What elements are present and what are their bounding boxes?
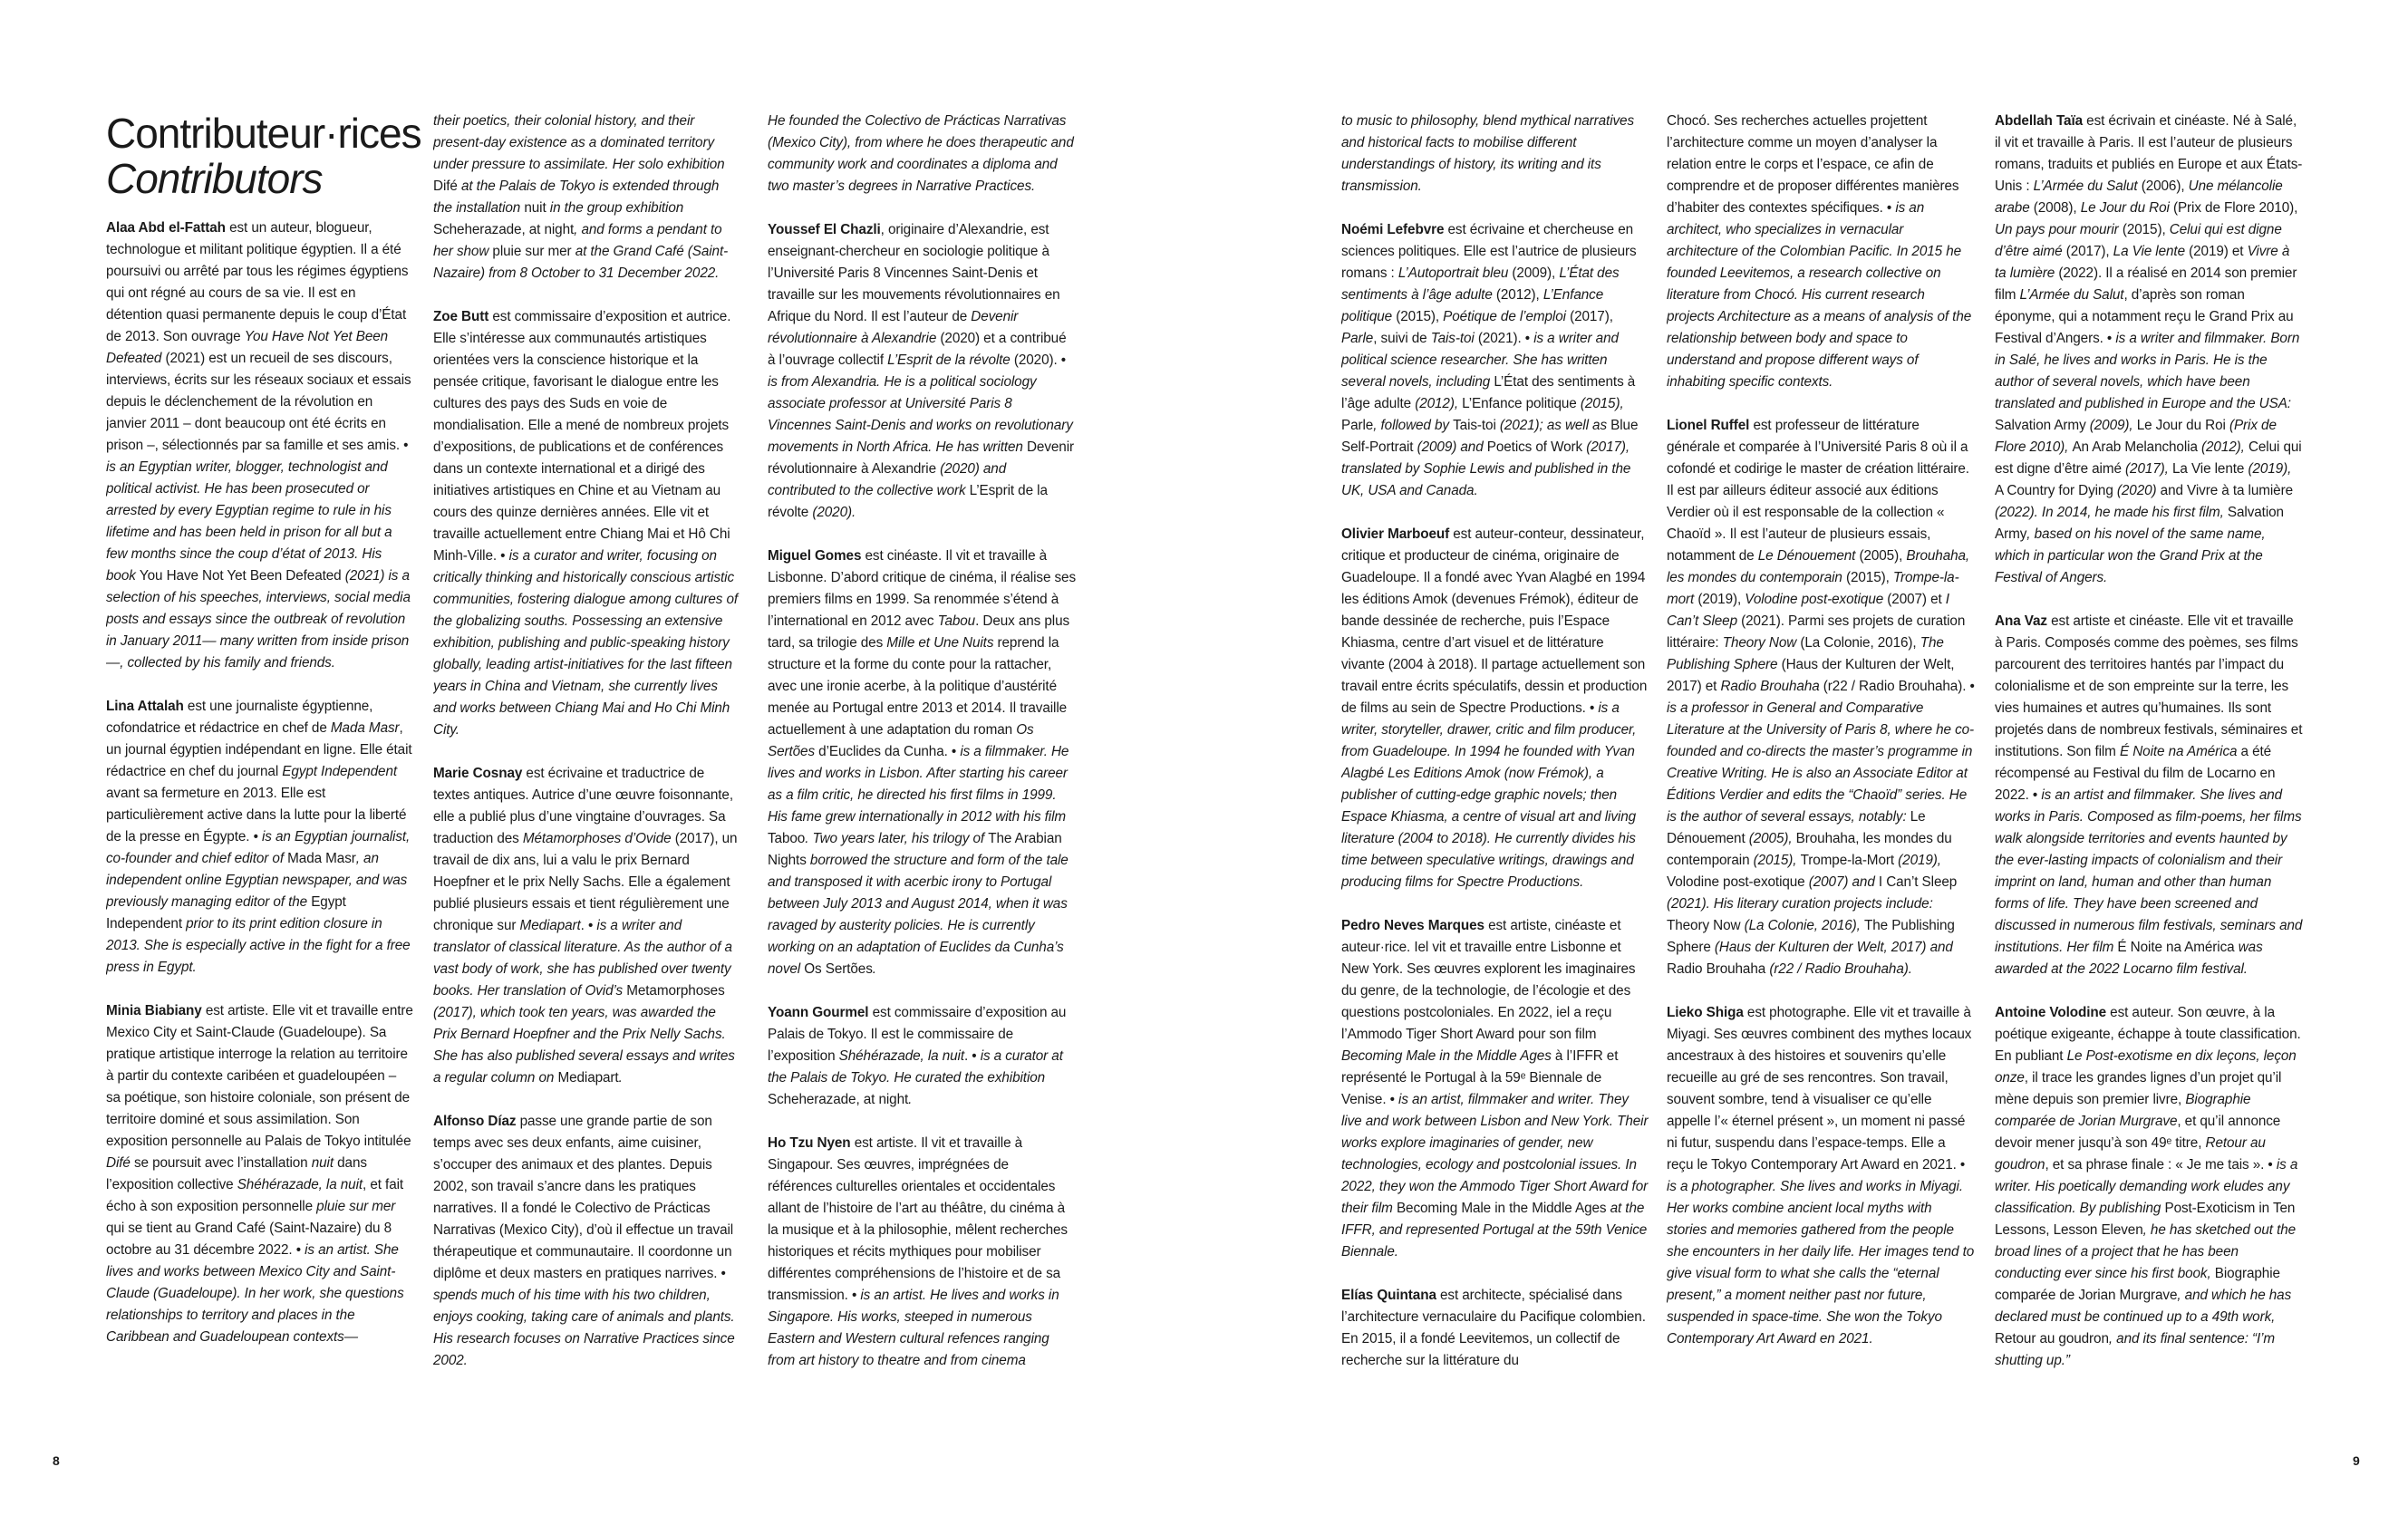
bio-text: Becoming Male in the Middle Ages	[1396, 1201, 1607, 1216]
bio-text: Taboo	[768, 831, 806, 846]
italic-text: I Can’t Sleep	[1667, 592, 1949, 629]
italic-text: pluie sur mer	[316, 1199, 396, 1214]
bio-text: se poursuit avec l’installation	[130, 1155, 312, 1171]
bio-text: L’Esprit de la révolte	[768, 483, 1048, 520]
italic-text: Theory Now	[1722, 635, 1797, 651]
italic-text: (2020).	[808, 505, 856, 520]
italic-text: L’Armée du Salut	[2019, 287, 2124, 303]
contributor-name: Minia Biabiany	[106, 1003, 202, 1018]
italic-text: Difé	[106, 1155, 131, 1171]
bio-text: à l’IFFR et représenté le Portugal à la 59ᵉ Biennale de Venise. •	[1341, 1048, 1619, 1107]
bio-text: Scheherazade, at night	[433, 222, 575, 237]
bio-text: Trompe-la-Mort	[1800, 853, 1895, 868]
bio-text: Retour au goudron	[1995, 1331, 2109, 1346]
bio-text: (Haus der Kulturen der Welt, 2017) et	[1667, 657, 1955, 694]
bio-text: avant sa fermeture en 2013. Elle est particulièrement active dans la lutte pour la liberté de la presse en Égypte. •	[106, 786, 407, 845]
italic-text: is a photographer. She lives and works in Miyagi. Her works combine ancient local myths with stories and memories gathered from the people she encounters in her daily life. Her images tend to give visual form to what she calls the “eternal present,” a moment neither past nor future, suspended in space-time. She won the Tokyo Contemporary Art Award en 2021.	[1667, 1179, 1975, 1346]
bio-text: La Vie lente	[2171, 461, 2245, 477]
italic-text: La Vie lente	[2113, 244, 2185, 259]
italic-text: (2012),	[1411, 396, 1463, 411]
contributor-bio	[106, 217, 414, 674]
text-column-3	[768, 111, 1076, 1470]
italic-text: Tais-toi	[1430, 331, 1475, 346]
italic-text: spends much of his time with his two children, enjoys cooking, taking care of animals and plants. His research focuses on Narrative Practices since 2002.	[433, 1288, 735, 1368]
contributor-name: Noémi Lefebvre	[1341, 222, 1445, 237]
bio-text: Theory Now	[1667, 918, 1741, 933]
italic-text: L’Esprit de la révolte	[887, 352, 1011, 368]
italic-text: , an independent online Egyptian newspaper, and was previously managing editor of the	[106, 851, 408, 910]
bio-text: A Country for Dying	[1995, 483, 2113, 498]
italic-text: , and its final sentence: “I’m shutting up.”	[1995, 1331, 2276, 1368]
italic-text: is a filmmaker. He lives and works in Lisbon. After starting his career as a film critic, he directed his first films in 1999. His fame grew internationally in 2012 with his film	[768, 744, 1069, 825]
text-column-2	[433, 111, 741, 1470]
bio-text: (2017),	[2062, 244, 2113, 259]
bio-text: Salvation Army	[1995, 505, 2284, 542]
italic-text: (2020)	[2113, 483, 2161, 498]
italic-text: L’Enfance politique	[1341, 287, 1604, 324]
italic-text: Une mélancolie arabe	[1995, 179, 2283, 216]
italic-text: Vivre à ta lumière	[1995, 244, 2290, 281]
bio-text: (2009),	[1508, 265, 1560, 281]
contributor-bio	[433, 763, 741, 1089]
bio-text: , et sa phrase finale : « Je me tais ». •	[2045, 1157, 2277, 1173]
italic-text: at the Palais de Tokyo is extended through the installation	[433, 179, 720, 216]
italic-text: (2017), translated by Sophie Lewis and published in the UK, USA and Canada.	[1341, 439, 1631, 498]
italic-text: Poétique de l’emploi	[1443, 309, 1566, 324]
italic-text: .	[872, 961, 876, 977]
bio-text: Biographie comparée de Jorian Murgrave	[1995, 1266, 2280, 1303]
italic-text: L’État des sentiments à l’âge adulte	[1341, 265, 1620, 303]
bio-text: dans l’exposition collective	[106, 1155, 367, 1192]
bio-text: est commissaire d’exposition au Palais de Tokyo. Il est le commissaire de l’exposition	[768, 1005, 1067, 1064]
contributor-bio	[1341, 524, 1649, 893]
italic-text: nuit	[311, 1155, 334, 1171]
contributor-bio	[1995, 611, 2303, 980]
italic-text: He founded the Colectivo de Prácticas Narrativas (Mexico City), from where he does therapeutic and community work and coordinates a diploma and two master’s degrees in Narrative Practices.	[768, 113, 1074, 194]
page-number-left: 8	[53, 1453, 60, 1468]
bio-continuation	[433, 111, 741, 285]
italic-text: Tabou	[937, 613, 976, 629]
bio-text: Difé	[433, 179, 458, 194]
bio-text: , d’après son roman éponyme, qui a notamment reçu le Grand Prix au Festival d’Angers. •	[1995, 287, 2294, 346]
bio-text: (2017),	[1565, 309, 1613, 324]
bio-text: est artiste et cinéaste. Elle vit et travaille à Paris. Composés comme des poèmes, ses films parcourent des territoires hantés par l’impact du colonialisme et de son empreinte sur la terre, les vies humaines et autres qu’humaines. Ils sont projetés dans de nombreux festivals, séminaires et institutions. Son film	[1995, 613, 2303, 759]
bio-text: (2015),	[1392, 309, 1444, 324]
italic-text: is a professor in General and Comparative Literature at the University of Paris 8, where he co-founded and co-directs the master’s programme in Creative Writing. He is also an Associate Editor at Éditions Verdier and edits the “Chaoïd” series. He is the author of several essays, notably:	[1667, 700, 1975, 825]
italic-text: is an Egyptian writer, blogger, technologist and political activist. He has been prosecuted or arrested by every Egyptian regime to rule in his lifetime and has been held in prison for all but a few months since the coup d’état of 2013. His book	[106, 459, 392, 584]
italic-text: (2015),	[1576, 396, 1624, 411]
bio-text: I Can’t Sleep	[1878, 874, 1958, 890]
bio-text: . •	[580, 918, 597, 933]
italic-text: Le Jour du Roi	[2080, 200, 2170, 216]
italic-text: is a curator and writer, focusing on critically thinking and historically conscious artistic communities, fostering dialogue among cultures of the globalizing souths. Possessing an extensive exhibition, publishing and public-speaking history globally, leading artist-initiatives for the last fifteen years in China and Vietnam, she currently lives and works between Chiang Mai and Ho Chi Minh City.	[433, 548, 739, 738]
italic-text: Métamorphoses d’Ovide	[522, 831, 672, 846]
italic-text: Devenir révolutionnaire à Alexandrie	[768, 309, 1019, 346]
contributor-name: Miguel Gomes	[768, 548, 862, 564]
bio-text: (Prix de Flore 2010),	[2169, 200, 2298, 216]
italic-text: Le Dénouement	[1757, 548, 1856, 564]
bio-text: (2022). Il a réalisé en 2014 son premier film	[1995, 265, 2297, 303]
italic-text: (2021); as well as	[1495, 418, 1611, 433]
contributor-bio	[1667, 1002, 1975, 1350]
contributor-bio	[768, 1002, 1076, 1111]
italic-text: Volodine post-exotique	[1745, 592, 1884, 607]
italic-text: (Prix de Flore 2010),	[1995, 418, 2277, 455]
page-number-right: 9	[2353, 1453, 2360, 1468]
bio-text: Os Sertões	[804, 961, 873, 977]
italic-text: is an Egyptian journalist, co-founder and chief editor of	[106, 829, 411, 866]
bio-text: and	[2160, 483, 2188, 498]
bio-text: (2012),	[1492, 287, 1543, 303]
italic-text: Shéhérazade, la nuit	[838, 1048, 964, 1064]
bio-text: d’Euclides da Cunha. •	[815, 744, 961, 759]
contributor-name: Marie Cosnay	[433, 766, 523, 781]
contributor-bio	[106, 696, 414, 979]
italic-text: (2012),	[2197, 439, 2248, 455]
italic-text: Becoming Male in the Middle Ages	[1341, 1048, 1552, 1064]
bio-continuation	[1341, 111, 1649, 198]
bio-text: You Have Not Yet Been Defeated	[139, 568, 342, 584]
italic-text: (2022). In 2014, he made his first film,	[1995, 505, 2228, 520]
contributor-bio	[1341, 915, 1649, 1263]
bio-text: The Arabian Nights	[768, 831, 1062, 868]
bio-text: nuit	[524, 200, 546, 216]
bio-text: pluie sur mer	[492, 244, 572, 259]
italic-text: L’Armée du Salut	[2033, 179, 2138, 194]
bio-text: (2017), un travail de dix ans, lui a valu le prix Bernard Hoepfner et le prix Nelly Sachs. Elle a également publié plusieurs essais et tient régulièrement une chronique sur	[433, 831, 738, 933]
bio-continuation	[1667, 111, 1975, 393]
bio-text: Metamorphoses	[626, 983, 725, 999]
italic-text: (2009) and	[1413, 439, 1487, 455]
italic-text: is from Alexandria. He is a political sociology associate professor at Université Paris 8 Vincennes Saint-Denis and works on revolutionary movements in North Africa. He has written	[768, 374, 1073, 455]
italic-text: (2005),	[1745, 831, 1796, 846]
bio-continuation	[768, 111, 1076, 198]
bio-text: . Deux ans plus tard, sa trilogie des	[768, 613, 1070, 651]
bio-text: (2006),	[2137, 179, 2189, 194]
title-french: Contributeur·rices	[106, 110, 421, 157]
italic-text: (2021) is a selection of his speeches, interviews, social media posts and essays since the outbreak of revolution in January 2011— many written from inside prison—, collected by his family and friends.	[106, 568, 411, 671]
contributor-name: Alaa Abd el-Fattah	[106, 220, 226, 236]
bio-text: , suivi de	[1373, 331, 1431, 346]
bio-text: . •	[963, 1048, 981, 1064]
contributor-name: Ho Tzu Nyen	[768, 1135, 851, 1151]
italic-text: to music to philosophy, blend mythical narratives and historical facts to mobilise different understandings of history, its writing and its transmission.	[1341, 113, 1635, 194]
bio-text: , il trace les grandes lignes d’un projet qu’il mène depuis son premier livre,	[1995, 1070, 2282, 1107]
italic-text: at the Grand Café (Saint-Nazaire) from 8 October to 31 December 2022.	[433, 244, 729, 281]
contributor-name: Youssef El Chazli	[768, 222, 881, 237]
italic-text: .	[908, 1092, 913, 1107]
bio-text: est écrivaine et traductrice de textes antiques. Autrice d’une œuvre foisonnante, elle a publié plus d’une vingtaine d’ouvrages. Sa traduction des	[433, 766, 733, 846]
italic-text: is a writer and filmmaker. Born in Salé, he lives and works in Paris. He is the author of several novels, which have been translated and published in Europe and the USA:	[1995, 331, 2300, 411]
italic-text: You Have Not Yet Been Defeated	[106, 329, 389, 366]
italic-text: (r22 / Radio Brouhaha).	[1765, 961, 1912, 977]
italic-text: at the IFFR, and represented Portugal at the 59th Venice Biennale.	[1341, 1201, 1648, 1260]
bio-text: est architecte, spécialisé dans l’architecture vernaculaire du Pacifique colombien. En 2015, il a fondé Leevitemos, un collectif de recherche sur la littérature du	[1341, 1288, 1646, 1368]
bio-text: passe une grande partie de son temps avec ses deux enfants, aime cuisiner, s’occuper des animaux et des plantes. Depuis 2002, son travail s’ancre dans les pratiques narratives. Il a fondé le Colectivo de Prácticas Narrativas (Mexico City), d’où il effectue un travail thérapeutique et communautaire. Il coordonne un diplôme et deux masters en pratiques narrives. •	[433, 1114, 734, 1281]
bio-text: (2019),	[1694, 592, 1746, 607]
bio-text: qui se tient au Grand Café (Saint-Nazaire) du 8 octobre au 31 décembre 2022. •	[106, 1221, 392, 1258]
bio-text: É Noite na América	[2117, 940, 2235, 955]
bio-text: (2015),	[1842, 570, 1893, 585]
bio-text: est artiste. Il vit et travaille à Singapour. Ses œuvres, imprégnées de références culturelles orientales et occidentales allant de l’histoire de l’art au théâtre, du cinéma à la musique et à la philosophie, mêlent recherches historiques et récits mythiques pour mobiliser différentes compréhensions de l’histoire et de sa transmission. •	[768, 1135, 1068, 1303]
bio-text: Devenir révolutionnaire à Alexandrie	[768, 439, 1074, 477]
bio-text: (2007) et	[1883, 592, 1946, 607]
contributor-name: Alfonso Díaz	[433, 1114, 517, 1129]
bio-text: Le Dénouement	[1667, 809, 1926, 846]
italic-text: (2017),	[2121, 461, 2172, 477]
contributor-name: Elías Quintana	[1341, 1288, 1436, 1303]
contributor-name: Olivier Marboeuf	[1341, 526, 1450, 542]
bio-text: est écrivain et cinéaste. Né à Salé, il vit et travaille à Paris. Il est l’auteur de plusieurs romans, traduits et publiés en Europe et aux États-Unis :	[1995, 113, 2303, 194]
italic-text: L’Autoportrait bleu	[1397, 265, 1509, 281]
bio-text: est artiste. Elle vit et travaille entre Mexico City et Saint-Claude (Guadeloupe). Sa pratique artistique interroge la relation au territoire à partir du contexte caribéen et guadeloupéen – sa poétique, son histoire coloniale, son présent de territoire dominé et sous assimilation. Son exposition personnelle au Palais de Tokyo intitulée	[106, 1003, 413, 1149]
bio-text: Poetics of Work	[1486, 439, 1583, 455]
contributor-name: Pedro Neves Marques	[1341, 918, 1484, 933]
text-column-6	[1995, 111, 2303, 1470]
italic-text: (2017), which took ten years, was awarded the Prix Bernard Hoepfner and the Prix Nelly Sachs. She has also published several essays and writes a regular column on	[433, 1005, 735, 1086]
italic-text: was awarded at the 2022 Locarno film festival.	[1995, 940, 2263, 977]
bio-text: reprend la structure et la forme du conte pour la rattacher, avec une ironie acerbe, à la politique d’austérité menée au Portugal entre 2013 et 2014. Il travaille actuellement à une adaptation du roman	[768, 635, 1068, 738]
contributor-name: Lina Attalah	[106, 699, 184, 714]
bio-text: (2020). •	[1010, 352, 1067, 368]
bio-text: Salvation Army	[1995, 418, 2086, 433]
bio-text: Post-Exoticism in Ten Lessons, Lesson Eleven	[1995, 1201, 2296, 1238]
bio-text: , un journal égyptien indépendant en ligne. Elle était rédactrice en chef du journal	[106, 720, 412, 779]
bio-text: , et qu’il annonce devoir mener jusqu’à son 49ᵉ titre,	[1995, 1114, 2281, 1151]
italic-text: is a writer, storyteller, drawer, critic and film producer, from Guadeloupe. In 1994 he founded with Yvan Alagbé Les Editions Amok (now Frémok), a publisher of cutting-edge graphic novels; then Espace Khiasma, a centre of visual art and living literature (2004 to 2018). He currently divides his time between speculative writings, drawings and producing films for Spectre Productions.	[1341, 700, 1637, 890]
italic-text: is an architect, who specializes in vernacular architecture of the Colombian Pacific. In 2015 he founded Leevitemos, a research collective on literature from Chocó. His current research projects Architecture as a means of analysis of the relationship between body and space to understand and propose different ways of inhabiting specific contexts.	[1667, 200, 1972, 390]
italic-text: Retour au goudron	[1995, 1135, 2266, 1173]
contributor-name: Ana Vaz	[1995, 613, 2047, 629]
italic-text: Os Sertões	[768, 722, 1034, 759]
bio-text: (2008),	[2029, 200, 2081, 216]
italic-text: The Publishing Sphere	[1667, 635, 1944, 672]
italic-text: Parle	[1341, 331, 1374, 346]
italic-text: is an artist. He lives and works in Singapore. His works, steeped in numerous Eastern and Western cultural refences ranging from art history to theatre and from cinema	[768, 1288, 1059, 1368]
italic-text: (2019),	[2244, 461, 2292, 477]
italic-text: Mediapart	[519, 918, 581, 933]
bio-text: (2019) et	[2184, 244, 2248, 259]
italic-text: Celui qui est digne d’être aimé	[1995, 222, 2282, 259]
bio-text: est auteur-conteur, dessinateur, critique et producteur de cinéma, originaire de Guadeloupe. Il a fondé avec Yvan Alagbé en 1994 les éditions Amok (devenues Frémok), éditeur de bande dessinée de recherche, puis l’Espace Khiasma, centre d’art visuel et de littérature vivante (2004 à 2018). Il partage actuellement son travail entre écrits spéculatifs, dessin et production de films au sein de Spectre Productions. •	[1341, 526, 1648, 716]
contributor-bio	[1341, 219, 1649, 502]
contributor-name: Zoe Butt	[433, 309, 489, 324]
italic-text: Le Post-exotisme en dix leçons, leçon onze	[1995, 1048, 2297, 1086]
italic-text: (La Colonie, 2016),	[1740, 918, 1864, 933]
bio-text: (2005),	[1855, 548, 1907, 564]
bio-text: Parle	[1341, 418, 1374, 433]
bio-text: est une journaliste égyptienne, cofondatrice et rédactrice en chef de	[106, 699, 373, 736]
bio-text: est cinéaste. Il vit et travaille à Lisbonne. D’abord critique de cinéma, il réalise ses premiers films en 1999. Sa renommée s’étend à l’international en 2012 avec	[768, 548, 1076, 629]
contributor-bio	[1341, 1285, 1649, 1372]
italic-text: is an artist, filmmaker and writer. They live and work between Lisbon and New York. Their works explore imaginaries of gender, new technologies, ecology and postcolonial issues. In 2022, they won the Ammodo Tiger Short Award for their film	[1341, 1092, 1649, 1216]
contributor-name: Lionel Ruffel	[1667, 418, 1750, 433]
bio-text: Celui qui est digne d’être aimé	[1995, 439, 2302, 477]
italic-text: . Two years later, his trilogy of	[805, 831, 989, 846]
italic-text: .	[618, 1070, 623, 1086]
bio-text: Scheherazade, at night	[768, 1092, 909, 1107]
right-page	[1204, 0, 2408, 1525]
italic-text: , and which he has declared must be continued up to a 49th work,	[1995, 1288, 2292, 1325]
contributor-bio	[433, 1111, 741, 1372]
bio-text: (2021). Parmi ses projets de curation littéraire:	[1667, 613, 1966, 651]
text-column-4	[1341, 111, 1649, 1470]
bio-text: (2015),	[2118, 222, 2170, 237]
italic-text: is an artist. She lives and works between Mexico City and Saint-Claude (Guadeloupe). In her work, she questions relationships to territory and places in the Caribbean and Guadeloupean contexts—	[106, 1242, 404, 1345]
bio-text: , et fait écho à son exposition personnelle	[106, 1177, 404, 1214]
italic-text: (2009),	[2085, 418, 2137, 433]
bio-text: , originaire d’Alexandrie, est enseignant-chercheur en sociologie politique à l’Université Paris 8 Vincennes Saint-Denis et travaille sur les mouvements révolutionnaires en Afrique du Nord. Il est l’auteur de	[768, 222, 1060, 324]
contributor-bio	[768, 545, 1076, 980]
bio-text: Egypt Independent	[106, 894, 346, 931]
italic-text: , he has sketched out the broad lines of a project that he has been conducting ever since his first book,	[1995, 1222, 2297, 1281]
italic-text: É Noite na América	[2119, 744, 2238, 759]
bio-text: Mada Masr	[287, 851, 356, 866]
italic-text: borrowed the structure and form of the tale and transposed it with acerbic irony to Portugal between July 2013 and August 2014, when it was ravaged by austerity policies. He is currently working on an adaptation of Euclides da Cunha’s novel	[768, 853, 1069, 977]
bio-text: (2020) et a contribué à l’ouvrage collectif	[768, 331, 1067, 368]
bio-text: est commissaire d’exposition et autrice. Elle s’intéresse aux communautés artistiques orientées vers la conscience historique et la pensée critique, favorisant le dialogue entre les cultures des pays des Suds en voie de mondialisation. Elle a mené de nombreux projets d’expositions, de publications et de conférences dans un contexte international et a dirigé des initiatives artistiques en Chine et au Vietnam au cours des quinze dernières années. Elle vit et travaille actuellement entre Chiang Mai et Hô Chi Minh-Ville. •	[433, 309, 731, 564]
italic-text: (2020) and contributed to the collective work	[768, 461, 1007, 498]
title-english: Contributors	[106, 155, 323, 202]
contributor-bio	[768, 219, 1076, 524]
page-title	[106, 110, 421, 202]
contributor-bio	[433, 306, 741, 741]
bio-text: est photographe. Elle vit et travaille à Miyagi. Ses œuvres combinent des mythes locaux ancestraux à des histoires et souvenirs qu’elle recueille au gré de ses rencontres. Son travail, souvent sombre, tend à visualiser ce qu’elle appelle l’« éternel présent », un moment ni passé ni futur, suspendu dans l’espace-temps. Elle a reçu le Tokyo Contemporary Art Award en 2021. •	[1667, 1005, 1972, 1173]
italic-text: is a writer. His poetically demanding work eludes any classification. By publishing	[1995, 1157, 2298, 1216]
italic-text: Mille et Une Nuits	[886, 635, 994, 651]
italic-text: is a curator at the Palais de Tokyo. He curated the exhibition	[768, 1048, 1063, 1086]
bio-text: est auteur. Son œuvre, à la poétique exigeante, échappe à toute classification. En publiant	[1995, 1005, 2301, 1064]
italic-text: Mada Masr	[330, 720, 400, 736]
contributor-name: Antoine Volodine	[1995, 1005, 2107, 1020]
contributor-name: Lieko Shiga	[1667, 1005, 1744, 1020]
italic-text: Biographie comparée de Jorian Murgrave	[1995, 1092, 2251, 1129]
contributor-bio	[1995, 1002, 2303, 1372]
italic-text: (2019),	[1894, 853, 1941, 868]
italic-text: Un pays pour mourir	[1995, 222, 2119, 237]
italic-text: (2021). His literary curation projects include:	[1667, 896, 1933, 912]
contributor-bio	[768, 1133, 1076, 1372]
bio-text: Chocó. Ses recherches actuelles projettent l’architecture comme un moyen d’analyser la relation entre le corps et l’espace, ce afin de comprendre et de proposer différentes manières d’habiter des contextes spécifiques. •	[1667, 113, 1959, 216]
bio-text: L’État des sentiments à l’âge adulte	[1341, 374, 1636, 411]
bio-text: est professeur de littérature générale et comparée à l’Université Paris 8 où il a cofondé et codirige le master de création littéraire. Il est par ailleurs éditeur associé aux éditions Verdier où il est responsable de la collection « Chaoïd ». Il est l’auteur de plusieurs essais, notamment de	[1667, 418, 1969, 564]
bio-text: An Arab Melancholia	[2072, 439, 2198, 455]
italic-text: Trompe-la-mort	[1667, 570, 1959, 607]
bio-text: L’Enfance politique	[1462, 396, 1577, 411]
italic-text: (2015),	[1749, 853, 1801, 868]
italic-text: Brouhaha, les mondes du contemporain	[1667, 548, 1970, 585]
italic-text: Egypt Independent	[282, 764, 398, 779]
italic-text: Radio Brouhaha	[1720, 679, 1820, 694]
italic-text: is an artist and filmmaker. She lives and works in Paris. Composed as film-poems, her films walk alongside territories and events haunted by the ever-lasting impacts of colonialism and their imprint on land, human and other than human forms of life. They have been screened and discussed in numerous film festivals, seminars and institutions. Her film	[1995, 787, 2303, 955]
bio-text: est artiste, cinéaste et auteur·rice. Iel vit et travaille entre Lisbonne et New York. Ses œuvres explorent les imaginaires du genre, de la technologie, de l’écologie et des questions postcoloniales. En 2022, iel a reçu l’Ammodo Tiger Short Award pour son film	[1341, 918, 1636, 1042]
bio-text: Tais-toi	[1453, 418, 1496, 433]
bio-text: est un auteur, blogueur, technologue et militant politique égyptien. Il a été poursuivi ou arrêté par tous les régimes égyptiens qui ont régné au cours de sa vie. Il est en détention quasi permanente depuis le coup d’État de 2013. Son ouvrage	[106, 220, 409, 344]
italic-text: is a writer and translator of classical literature. As the author of a vast body of work, she has published over twenty books. Her translation of Ovid’s	[433, 918, 732, 999]
italic-text: (2007) and	[1804, 874, 1879, 890]
italic-text: (Haus der Kulturen der Welt, 2017) and	[1710, 940, 1953, 955]
italic-text: , followed by	[1373, 418, 1454, 433]
contributor-name: Yoann Gourmel	[768, 1005, 869, 1020]
bio-text: Brouhaha, les mondes du contemporain	[1667, 831, 1952, 868]
contributor-name: Abdellah Taïa	[1995, 113, 2084, 129]
italic-text: in the group exhibition	[546, 200, 684, 216]
bio-text: Volodine post-exotique	[1667, 874, 1805, 890]
contributor-bio	[1667, 415, 1975, 980]
italic-text: their poetics, their colonial history, and their present-day existence as a dominated territory under pressure to assimilate. Her solo exhibition	[433, 113, 725, 172]
bio-text: Vivre à ta lumière	[2187, 483, 2293, 498]
bio-text: (r22 / Radio Brouhaha). •	[1819, 679, 1975, 694]
italic-text: Shéhérazade, la nuit	[237, 1177, 363, 1192]
bio-text: (2021) est un recueil de ses discours, interviews, écrits sur les réseaux sociaux et essais depuis le déclenchement de la révolution en janvier 2011 – dont beaucoup ont été écrits en prison –, sélectionnés par sa famille et ses amis. •	[106, 351, 411, 453]
italic-text: is a writer and political science researcher. She has written several novels, including	[1341, 331, 1619, 390]
text-column-5	[1667, 111, 1975, 1470]
bio-text: Mediapart	[557, 1070, 619, 1086]
text-column-1	[106, 217, 414, 1468]
italic-text: , based on his novel of the same name, which in particular won the Grand Prix at the Festival of Angers.	[1995, 526, 2266, 585]
bio-text: a été récompensé au Festival du film de Locarno en 2022. •	[1995, 744, 2276, 803]
bio-text: Le Jour du Roi	[2136, 418, 2226, 433]
bio-text: The Publishing Sphere	[1667, 918, 1955, 955]
bio-text: Blue Self-Portrait	[1341, 418, 1639, 455]
bio-text: (2021). •	[1474, 331, 1534, 346]
contributor-bio	[106, 1000, 414, 1348]
italic-text: , and forms a pendant to her show	[433, 222, 722, 259]
contributor-bio	[1995, 111, 2303, 589]
bio-text: (La Colonie, 2016),	[1796, 635, 1920, 651]
italic-text: prior to its print edition closure in 2013. She is especially active in the fight for a free press in Egypt.	[106, 916, 411, 975]
bio-text: Radio Brouhaha	[1667, 961, 1766, 977]
bio-text: est écrivaine et chercheuse en sciences politiques. Elle est l’autrice de plusieurs romans :	[1341, 222, 1637, 281]
